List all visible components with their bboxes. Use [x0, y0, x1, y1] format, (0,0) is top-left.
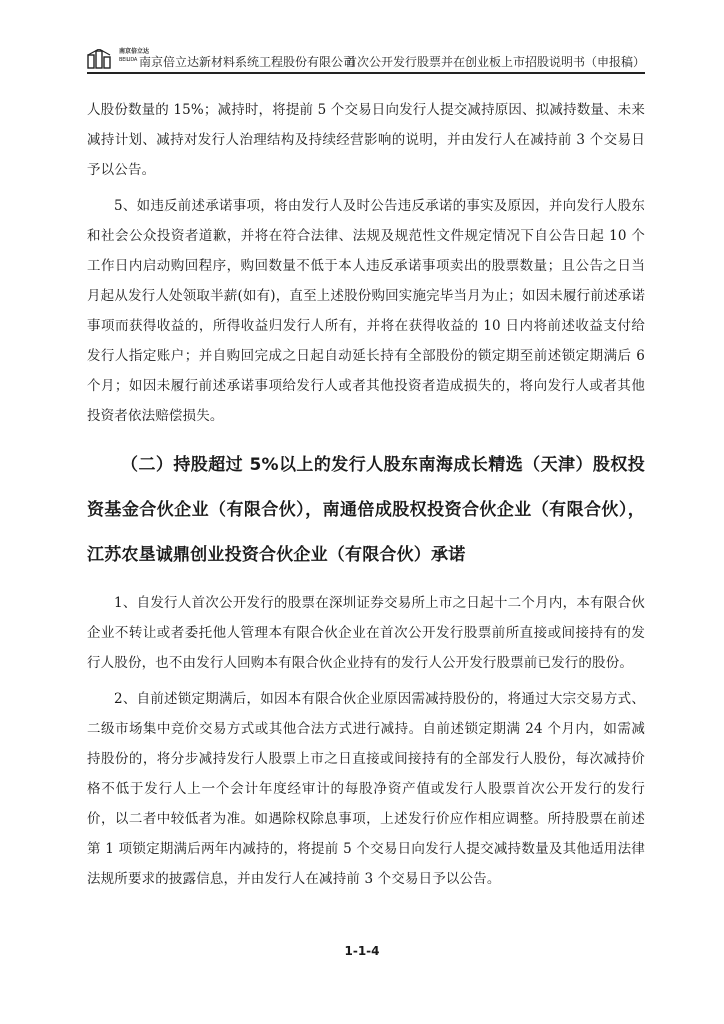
page-number: 1-1-4 — [344, 944, 380, 958]
paragraph-3: 1、自发行人首次公开发行的股票在深圳证券交易所上市之日起十二个月内，本有限合伙企业不转让或者委托他人管理本有限合伙企业在首次公开发行股票前所直接或间接持有的发行人股份，也不由发行人回购本有限合伙企业持有的发行人公开发行股票前已发行的股份。 — [87, 595, 645, 671]
company-name: 南京倍立达新材料系统工程股份有限公司 — [139, 55, 356, 69]
paragraph-2: 5、如违反前述承诺事项，将由发行人及时公告违反承诺的事实及原因，并向发行人股东和社会公众投资者道歉，并将在符合法律、法规及规范性文件规定情况下自公告日起 10 个工作日内启动购回程序，购回数量不低于本人违反承诺事项卖出的股票数量；且公告之日当月起从发行人处领取半薪(如有)，直至上述股份购回实施完毕当月为止；如因未履行前述承诺事项而获得收益的，所得收益归发行人所有，并将在获得收益的 10 日内将前述收益支付给发行人指定账户；并自购回完成之日起自动延长持有全部股份的锁定期至前述锁定期满后 6 个月；如因未履行前述承诺事项给发行人或者其他投资者造成损失的，将向发行人或者其他投资者依法赔偿损失。 — [87, 198, 645, 424]
logo-sub: BEILIDA — [119, 57, 138, 63]
document-body — [87, 95, 645, 894]
document-title: 首次公开发行股票并在创业板上市招股说明书（申报稿） — [344, 55, 645, 69]
logo-name: 南京倍立达 — [119, 48, 150, 55]
section-heading: （二）持股超过 5%以上的发行人股东南海成长精选（天津）股权投资基金合伙企业（有限合伙），南通倍成股权投资合伙企业（有限合伙），江苏农垦诚鼎创业投资合伙企业（有限合伙）承诺 — [87, 455, 645, 565]
company-logo-icon — [87, 49, 117, 69]
paragraph-1: 人股份数量的 15%；减持时，将提前 5 个交易日向发行人提交减持原因、拟减持数量、未来减持计划、减持对发行人治理结构及持续经营影响的说明，并由发行人在减持前 3 个交易日予以公告。 — [87, 102, 645, 178]
page-header — [87, 48, 645, 74]
paragraph-4: 2、自前述锁定期满后，如因本有限合伙企业原因需减持股份的，将通过大宗交易方式、二级市场集中竞价交易方式或其他合法方式进行减持。自前述锁定期满 24 个月内，如需减持股份的，将分步减持发行人股票上市之日直接或间接持有的全部发行人股份，每次减持价格不低于发行人上一个会计年度经审计的每股净资产值或发行人股票首次公开发行的发行价，以二者中较低者为准。如遇除权除息事项，上述发行价应作相应调整。所持股票在前述第 1 项锁定期满后两年内减持的，将提前 5 个交易日向发行人提交减持数量及其他适用法律法规所要求的披露信息，并由发行人在减持前 3 个交易日予以公告。 — [87, 691, 645, 887]
